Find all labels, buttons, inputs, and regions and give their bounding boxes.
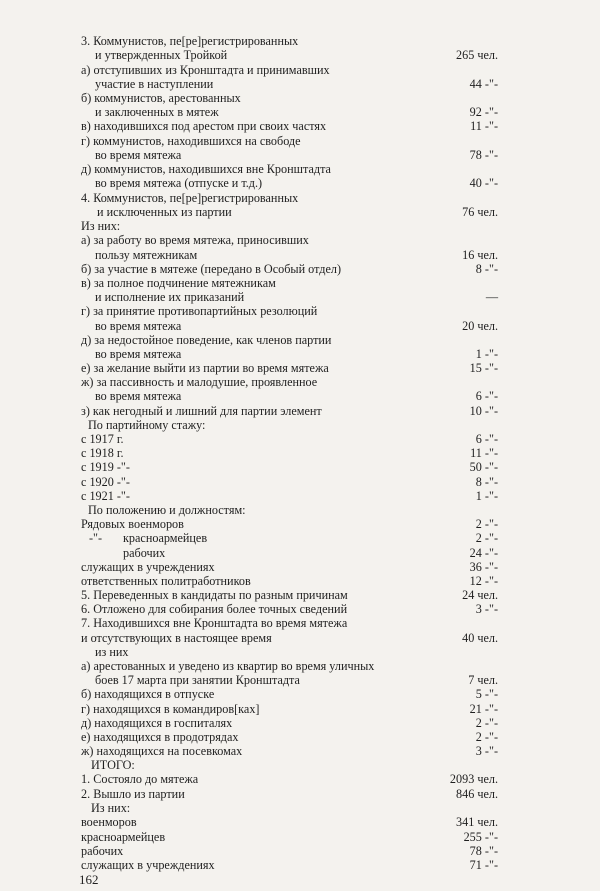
text-line [0, 801, 600, 815]
line-label: во время мятежа [95, 319, 182, 333]
page-number: 162 [79, 872, 99, 887]
line-label: а) арестованных и уведено из квартир во время уличных [81, 659, 375, 673]
line-value: 6 -"- [475, 432, 498, 446]
line-label: 4. Коммунистов, пе[ре]регистрированных [81, 191, 299, 205]
text-line [0, 475, 600, 489]
line-label: е) находящихся в продотрядах [81, 730, 239, 744]
text-line [0, 205, 600, 219]
text-line [0, 787, 600, 801]
line-label: и утвержденных Тройкой [95, 48, 228, 62]
line-value: 3 -"- [475, 744, 498, 758]
text-line [0, 105, 600, 119]
text-line [0, 588, 600, 602]
text-line [0, 290, 600, 304]
text-line [0, 830, 600, 844]
line-value: 265 чел. [456, 48, 498, 62]
line-value: 8 -"- [475, 475, 498, 489]
line-label: г) коммунистов, находившихся на свободе [81, 134, 301, 148]
text-line [0, 546, 600, 560]
text-line [0, 673, 600, 687]
line-value: 16 чел. [462, 248, 498, 262]
text-line [0, 659, 600, 673]
line-value: 11 -"- [470, 119, 498, 133]
line-value: 2 -"- [475, 517, 498, 531]
line-value: 76 чел. [462, 205, 498, 219]
line-label: с 1918 г. [81, 446, 124, 460]
text-line [0, 34, 600, 48]
line-label: б) за участие в мятеже (передано в Особый отдел) [81, 262, 342, 276]
line-label: По положению и должностям: [88, 503, 246, 517]
text-line [0, 460, 600, 474]
line-label: во время мятежа (отпуске и т.д.) [95, 176, 263, 190]
line-label: ж) за пассивность и малодушие, проявленное [81, 375, 318, 389]
text-line [0, 716, 600, 730]
text-line [0, 489, 600, 503]
text-line [0, 319, 600, 333]
text-line [0, 702, 600, 716]
line-value: 8 -"- [475, 262, 498, 276]
text-line [0, 531, 600, 545]
line-label: пользу мятежникам [95, 248, 198, 262]
line-label: с 1919 -"- [81, 460, 130, 474]
text-line [0, 517, 600, 531]
text-line [0, 772, 600, 786]
text-line [0, 815, 600, 829]
line-label: рабочих [81, 844, 124, 858]
line-label: служащих в учреждениях [81, 560, 215, 574]
line-value: 2 -"- [475, 730, 498, 744]
line-label: д) находящихся в госпиталях [81, 716, 233, 730]
text-line [0, 48, 600, 62]
line-value: 78 -"- [469, 844, 498, 858]
line-label: г) находящихся в командиров[ках] [81, 702, 260, 716]
line-label: 6. Отложено для собирания более точных сведений [81, 602, 348, 616]
text-line [0, 347, 600, 361]
line-label: из них [95, 645, 129, 659]
line-label: в) за полное подчинение мятежникам [81, 276, 276, 290]
text-line [0, 730, 600, 744]
text-line [0, 574, 600, 588]
text-line [0, 389, 600, 403]
line-label: а) отступивших из Кронштадта и принимавших [81, 63, 330, 77]
line-value: 71 -"- [469, 858, 498, 872]
line-label: -"- [89, 531, 103, 545]
text-line [0, 858, 600, 872]
line-value: 341 чел. [456, 815, 498, 829]
line-label: и исполнение их приказаний [95, 290, 245, 304]
text-line [0, 134, 600, 148]
line-value: 1 -"- [475, 489, 498, 503]
text-line [0, 375, 600, 389]
line-value: 40 -"- [469, 176, 498, 190]
line-value: 3 -"- [475, 602, 498, 616]
text-line [0, 63, 600, 77]
text-line [0, 248, 600, 262]
text-line [0, 758, 600, 772]
text-line [0, 602, 600, 616]
text-line [0, 687, 600, 701]
line-label: д) за недостойное поведение, как членов партии [81, 333, 332, 347]
line-value: 10 -"- [469, 404, 498, 418]
line-label: а) за работу во время мятежа, приносивших [81, 233, 309, 247]
line-label: рабочих [123, 546, 166, 560]
line-label: красноармейцев [81, 830, 166, 844]
text-line [0, 616, 600, 630]
line-label: 5. Переведенных в кандидаты по разным причинам [81, 588, 348, 602]
text-line [0, 148, 600, 162]
line-label: 3. Коммунистов, пе[ре]регистрированных [81, 34, 299, 48]
text-line [0, 645, 600, 659]
line-label: военморов [81, 815, 137, 829]
line-value: 12 -"- [469, 574, 498, 588]
line-value: 2093 чел. [449, 772, 498, 786]
line-value: 15 -"- [469, 361, 498, 375]
line-value: 6 -"- [475, 389, 498, 403]
line-value: 92 -"- [469, 105, 498, 119]
line-value: 44 -"- [469, 77, 498, 91]
line-label: д) коммунистов, находившихся вне Кронштадта [81, 162, 331, 176]
text-line [0, 219, 600, 233]
text-line [0, 333, 600, 347]
text-line [0, 262, 600, 276]
line-value: 255 -"- [463, 830, 498, 844]
line-value: 2 -"- [475, 531, 498, 545]
line-label: Рядовых военморов [81, 517, 184, 531]
line-value: 36 -"- [469, 560, 498, 574]
line-value: 24 чел. [462, 588, 498, 602]
line-label: во время мятежа [95, 148, 182, 162]
line-label: з) как негодный и лишний для партии элемент [81, 404, 322, 418]
line-label: По партийному стажу: [88, 418, 206, 432]
line-value: 20 чел. [462, 319, 498, 333]
line-label: во время мятежа [95, 389, 182, 403]
text-line [0, 91, 600, 105]
line-label: 7. Находившихся вне Кронштадта во время мятежа [81, 616, 348, 630]
line-value: 78 -"- [469, 148, 498, 162]
text-line [0, 162, 600, 176]
text-line [0, 77, 600, 91]
line-label: ответственных политработников [81, 574, 251, 588]
text-line [0, 404, 600, 418]
text-line [0, 119, 600, 133]
line-label: с 1917 г. [81, 432, 124, 446]
line-value: 2 -"- [475, 716, 498, 730]
line-label: с 1921 -"- [81, 489, 130, 503]
line-label: и исключенных из партии [97, 205, 232, 219]
line-value: 5 -"- [475, 687, 498, 701]
line-value: 50 -"- [469, 460, 498, 474]
text-line [0, 844, 600, 858]
text-line [0, 191, 600, 205]
line-label: и отсутствующих в настоящее время [81, 631, 272, 645]
line-label: б) коммунистов, арестованных [81, 91, 241, 105]
text-line [0, 304, 600, 318]
line-label: участие в наступлении [95, 77, 214, 91]
line-label: служащих в учреждениях [81, 858, 215, 872]
line-label: Из них: [81, 219, 121, 233]
line-label: г) за принятие противопартийных резолюций [81, 304, 318, 318]
line-label: боев 17 марта при занятии Кронштадта [95, 673, 300, 687]
text-line [0, 361, 600, 375]
line-label: и заключенных в мятеж [95, 105, 219, 119]
line-label: е) за желание выйти из партии во время мятежа [81, 361, 329, 375]
line-label: ИТОГО: [91, 758, 135, 772]
line-value: 11 -"- [470, 446, 498, 460]
line-label: Из них: [91, 801, 131, 815]
text-line [0, 418, 600, 432]
line-label: во время мятежа [95, 347, 182, 361]
line-value: 40 чел. [462, 631, 498, 645]
line-label: с 1920 -"- [81, 475, 130, 489]
line-value: 24 -"- [469, 546, 498, 560]
text-line [0, 176, 600, 190]
line-value: — [485, 290, 498, 304]
line-value: 1 -"- [475, 347, 498, 361]
line-value: 7 чел. [468, 673, 498, 687]
text-line [0, 276, 600, 290]
line-label: ж) находящихся на посевкомах [81, 744, 243, 758]
text-line [0, 503, 600, 517]
line-label: б) находящихся в отпуске [81, 687, 215, 701]
text-line [0, 233, 600, 247]
line-value: 846 чел. [456, 787, 498, 801]
line-label: 2. Вышло из партии [81, 787, 185, 801]
line-label: 1. Состояло до мятежа [81, 772, 199, 786]
text-line [0, 432, 600, 446]
text-line [0, 631, 600, 645]
text-line [0, 446, 600, 460]
text-line [0, 560, 600, 574]
line-value: 21 -"- [469, 702, 498, 716]
text-line [0, 744, 600, 758]
line-label: в) находившихся под арестом при своих частях [81, 119, 327, 133]
line-label-secondary: красноармейцев [123, 531, 208, 545]
